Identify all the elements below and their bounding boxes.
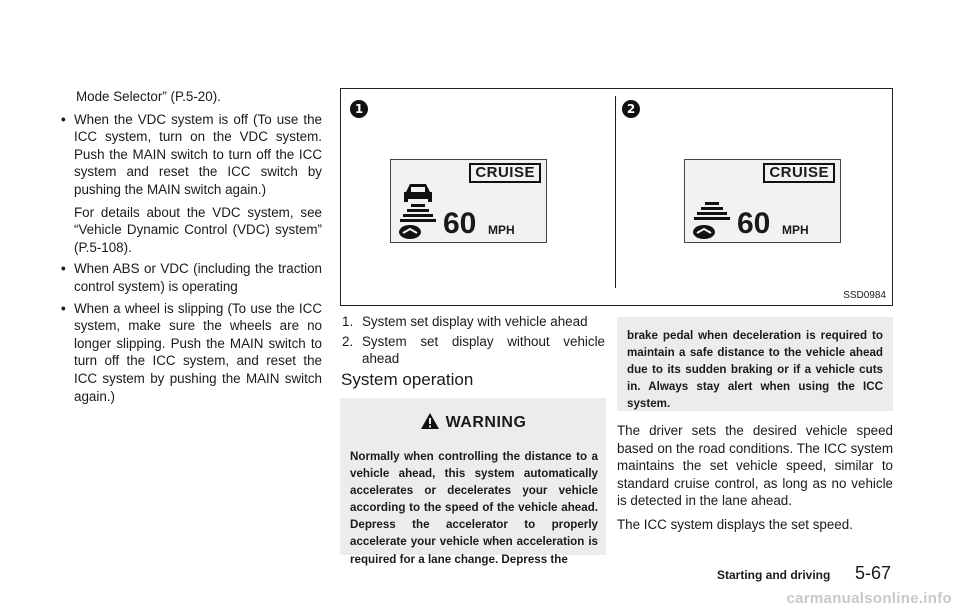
paragraph: The ICC system displays the set speed. <box>617 516 853 532</box>
list-item-text: When ABS or VDC (including the traction control system) is operating <box>74 261 322 294</box>
list-item <box>60 111 322 257</box>
watermark: carmanualsonline.info <box>786 590 952 607</box>
warning-triangle-icon <box>420 412 440 430</box>
bullet-icon: • <box>61 111 66 127</box>
figure-captions <box>340 313 605 370</box>
paragraph: The driver sets the desired vehicle speed based on the road conditions. The ICC system maintains the set vehicle speed, similar to standard cruise control, as long as no vehicle is detected in the lane ahead. <box>617 423 893 509</box>
caption-text: System set display with vehicle ahead <box>362 314 588 329</box>
set-speed-value: 60 <box>443 207 477 240</box>
panel-number-1: 1 <box>350 100 368 118</box>
list-item <box>60 300 322 406</box>
section-title: System operation <box>341 370 474 389</box>
cruise-display-figure <box>340 88 893 306</box>
page-number: 5-67 <box>855 563 892 583</box>
speed-unit: MPH <box>782 223 809 237</box>
distance-bars-icon <box>691 200 733 222</box>
warning-text: Normally when controlling the distance to a vehicle ahead, this system automatically accelerates or decelerates your vehicle according to the speed of the vehicle ahead. Depress the accelerator to properly accelerate your vehicle when acceleration is required for a lane change. Depress the <box>350 450 598 566</box>
cruise-indicator: CRUISE <box>469 163 541 183</box>
cruise-display-with-vehicle <box>390 159 547 243</box>
list-item-subtext: For details about the VDC system, see “Vehicle Dynamic Control (VDC) system” (P.5-108). <box>74 204 322 255</box>
footer-section-label: Starting and driving <box>717 568 831 582</box>
caption-number: 1. <box>342 314 354 329</box>
warning-box <box>340 398 606 566</box>
set-speed-value: 60 <box>737 207 771 240</box>
bullet-icon: • <box>61 300 66 316</box>
figure-code: SSD0984 <box>843 290 886 301</box>
warning-box-continued <box>617 317 893 411</box>
list-item-text: When a wheel is slipping (To use the ICC system, make sure the wheels are no longer slipping. Push the MAIN switch to turn off the ICC system, and reset the ICC system by pushing the MAIN switch again.) <box>74 300 322 404</box>
cruise-display-without-vehicle <box>684 159 841 243</box>
bullet-icon: • <box>61 261 66 277</box>
continued-text: Mode Selector” (P.5-20). <box>76 89 221 104</box>
panel-number-2: 2 <box>622 100 640 118</box>
speed-unit: MPH <box>488 223 515 237</box>
list-item-text: When the VDC system is off (To use the ICC system, turn on the VDC system. Push the MAIN switch to turn off the ICC system and reset the ICC switch by pushing the MAIN switch again.) <box>74 111 322 197</box>
caption-text: System set display without vehicle ahead <box>362 333 605 367</box>
figure-divider <box>615 96 616 288</box>
right-column <box>617 422 893 540</box>
caption-item <box>340 313 605 331</box>
list-item <box>60 260 322 295</box>
caption-item <box>340 333 605 368</box>
warning-heading <box>340 412 606 432</box>
left-column <box>60 88 322 409</box>
caption-number: 2. <box>342 333 354 349</box>
warning-heading-text: WARNING <box>445 414 527 431</box>
own-vehicle-icon <box>397 224 423 240</box>
cruise-indicator: CRUISE <box>763 163 835 183</box>
warning-text-continued: brake pedal when deceleration is required to maintain a safe distance to the vehicle ahead due to its sudden braking or if a vehicle cuts in. Always stay alert when using the ICC system. <box>627 329 883 411</box>
own-vehicle-icon <box>691 224 717 240</box>
